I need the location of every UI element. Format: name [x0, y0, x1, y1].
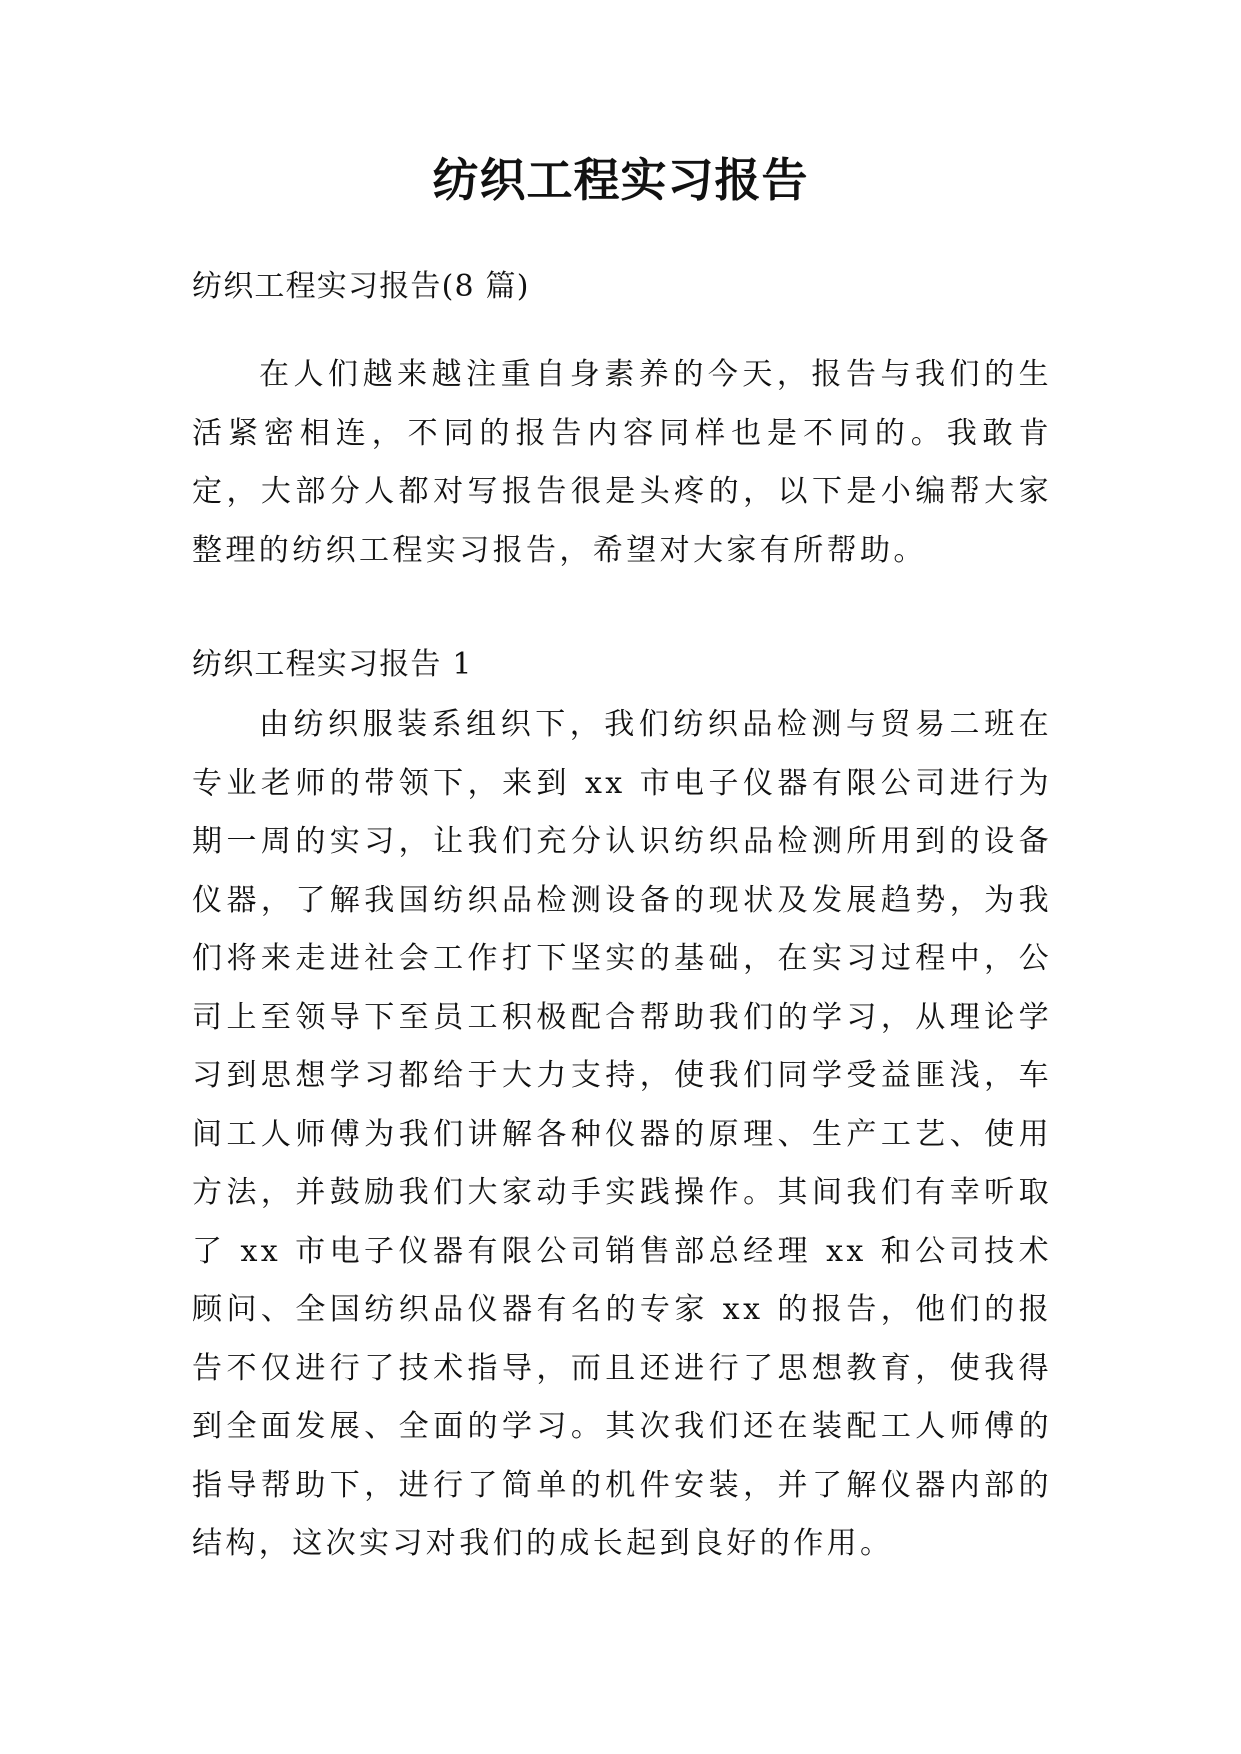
section-1-paragraph: 由纺织服装系组织下，我们纺织品检测与贸易二班在专业老师的带领下，来到 xx 市电子仪器有限公司进行为期一周的实习，让我们充分认识纺织品检测所用到的设备仪器，了解我国纺织品检测设备的现状及发展趋势，为我们将来走进社会工作打下坚实的基础，在实习过程中，公司上至领导下至员工积极配合帮助我们的学习，从理论学习到思想学习都给于大力支持，使我们同学受益匪浅，车间工人师傅为我们讲解各种仪器的原理、生产工艺、使用方法，并鼓励我们大家动手实践操作。其间我们有幸听取了 xx 市电子仪器有限公司销售部总经理 xx 和公司技术顾问、全国纺织品仪器有名的专家 xx 的报告，他们的报告不仅进行了技术指导，而且还进行了思想教育，使我得到全面发展、全面的学习。其次我们还在装配工人师傅的指导帮助下，进行了简单的机件安装，并了解仪器内部的结构，这次实习对我们的成长起到良好的作用。 [192, 707, 1052, 1561]
intro-paragraph: 在人们越来越注重自身素养的今天，报告与我们的生活紧密相连，不同的报告内容同样也是不同的。我敢肯定，大部分人都对写报告很是头疼的，以下是小编帮大家整理的纺织工程实习报告，希望对大家有所帮助。 [192, 357, 1052, 568]
document-title: 纺织工程实习报告 [432, 153, 809, 207]
collection-heading: 纺织工程实习报告(8 篇) [192, 269, 530, 304]
section-1-heading: 纺织工程实习报告 1 [192, 647, 473, 682]
